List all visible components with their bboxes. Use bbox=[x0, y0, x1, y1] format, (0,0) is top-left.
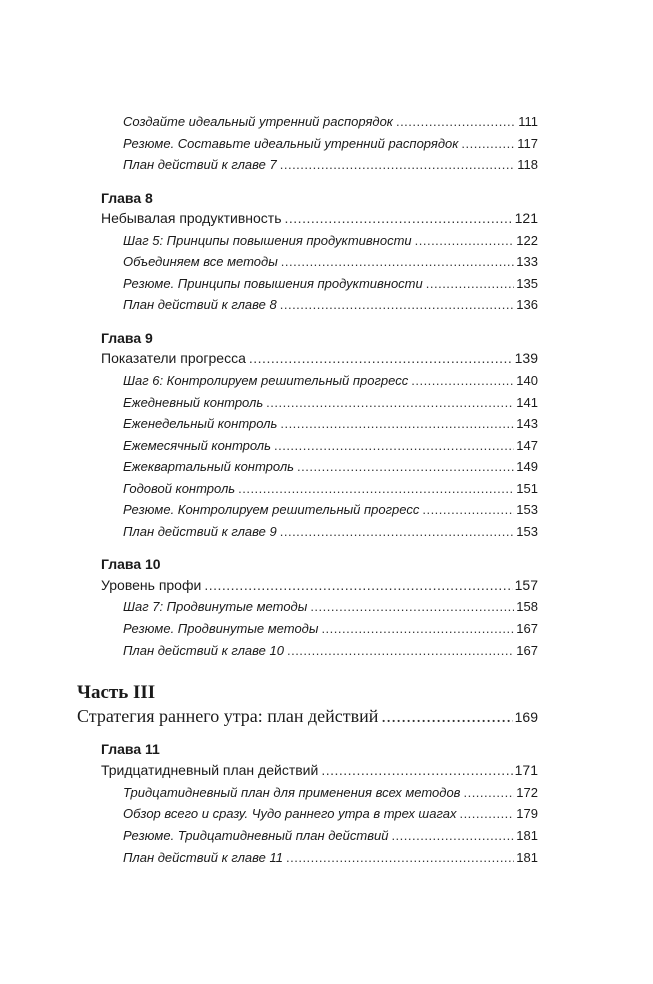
entry-page: 118 bbox=[517, 157, 538, 172]
entry-page: 135 bbox=[516, 276, 538, 291]
leader-dots bbox=[461, 136, 515, 151]
leader-dots bbox=[280, 524, 515, 539]
entry-page: 157 bbox=[514, 577, 538, 593]
toc-entry bbox=[123, 276, 538, 291]
leader-dots bbox=[411, 373, 514, 388]
entry-page: 111 bbox=[518, 114, 538, 129]
entry-title: Шаг 7: Продвинутые методы bbox=[123, 599, 308, 614]
entry-title: Тридцатидневный план для применения всех методов bbox=[123, 785, 461, 800]
entry-page: 149 bbox=[516, 459, 538, 474]
toc-entry bbox=[123, 828, 538, 843]
entry-page: 181 bbox=[516, 828, 538, 843]
entry-page: 171 bbox=[514, 762, 538, 778]
leader-dots bbox=[285, 210, 513, 226]
entry-title: План действий к главе 11 bbox=[123, 850, 283, 865]
entry-page: 158 bbox=[516, 599, 538, 614]
entry-title: Стратегия раннего утра: план действий bbox=[77, 706, 379, 726]
entry-page: 167 bbox=[516, 621, 538, 636]
part-heading: Часть III bbox=[77, 682, 156, 703]
toc-entry bbox=[123, 850, 538, 865]
leader-dots bbox=[281, 254, 515, 269]
entry-title: Резюме. Контролируем решительный прогресс bbox=[123, 502, 420, 517]
toc-entry bbox=[123, 136, 538, 151]
leader-dots bbox=[297, 459, 514, 474]
entry-page: 122 bbox=[516, 233, 538, 248]
entry-title: Небывалая продуктивность bbox=[101, 210, 282, 226]
entry-title: Уровень профи bbox=[101, 577, 202, 593]
toc-entry bbox=[123, 233, 538, 248]
entry-title: Резюме. Составьте идеальный утренний распорядок bbox=[123, 136, 459, 151]
entry-page: 121 bbox=[514, 210, 538, 226]
entry-title: Ежемесячный контроль bbox=[123, 438, 271, 453]
toc-entry bbox=[123, 621, 538, 636]
entry-page: 139 bbox=[514, 350, 538, 366]
leader-dots bbox=[287, 643, 514, 658]
leader-dots bbox=[238, 481, 514, 496]
entry-title: Шаг 6: Контролируем решительный прогресс bbox=[123, 373, 409, 388]
leader-dots bbox=[415, 233, 515, 248]
entry-title: Объединяем все методы bbox=[123, 254, 278, 269]
leader-dots bbox=[249, 350, 513, 366]
entry-page: 133 bbox=[516, 254, 538, 269]
leader-dots bbox=[266, 395, 514, 410]
entry-title: Создайте идеальный утренний распорядок bbox=[123, 114, 393, 129]
toc-entry bbox=[123, 459, 538, 474]
toc-entry bbox=[123, 643, 538, 658]
entry-page: 153 bbox=[516, 524, 538, 539]
leader-dots bbox=[280, 297, 515, 312]
toc-entry bbox=[123, 254, 538, 269]
entry-title: Тридцатидневный план действий bbox=[101, 762, 319, 778]
toc-entry bbox=[123, 114, 538, 129]
chapter-heading: Глава 11 bbox=[101, 741, 160, 757]
entry-title: Показатели прогресса bbox=[101, 350, 246, 366]
entry-page: 169 bbox=[514, 709, 538, 725]
chapter-heading: Глава 9 bbox=[101, 330, 153, 346]
entry-title: Шаг 5: Принципы повышения продуктивности bbox=[123, 233, 412, 248]
entry-page: 167 bbox=[516, 643, 538, 658]
toc-entry bbox=[123, 785, 538, 800]
entry-title: Обзор всего и сразу. Чудо раннего утра в трех шагах bbox=[123, 806, 457, 821]
leader-dots bbox=[391, 828, 514, 843]
entry-title: Ежеквартальный контроль bbox=[123, 459, 294, 474]
leader-dots bbox=[274, 438, 514, 453]
entry-title: Годовой контроль bbox=[123, 481, 236, 496]
leader-dots bbox=[204, 577, 512, 593]
entry-title: Резюме. Продвинутые методы bbox=[123, 621, 319, 636]
entry-title: Резюме. Принципы повышения продуктивности bbox=[123, 276, 423, 291]
leader-dots bbox=[396, 114, 516, 129]
toc-entry bbox=[123, 416, 538, 431]
entry-title: План действий к главе 10 bbox=[123, 643, 284, 658]
leader-dots bbox=[459, 806, 514, 821]
entry-page: 143 bbox=[516, 416, 538, 431]
entry-title: План действий к главе 7 bbox=[123, 157, 277, 172]
leader-dots bbox=[422, 502, 514, 517]
chapter-heading: Глава 8 bbox=[101, 190, 153, 206]
leader-dots bbox=[280, 416, 514, 431]
entry-page: 153 bbox=[516, 502, 538, 517]
leader-dots bbox=[310, 599, 514, 614]
chapter-title-entry bbox=[101, 350, 538, 366]
entry-title: План действий к главе 8 bbox=[123, 297, 277, 312]
chapter-title-entry bbox=[101, 210, 538, 226]
chapter-heading: Глава 10 bbox=[101, 556, 161, 572]
entry-page: 141 bbox=[516, 395, 538, 410]
leader-dots bbox=[426, 276, 515, 291]
toc-entry bbox=[123, 395, 538, 410]
entry-page: 179 bbox=[516, 806, 538, 821]
chapter-title-entry bbox=[101, 762, 538, 778]
part-title-entry bbox=[77, 706, 538, 727]
entry-page: 140 bbox=[516, 373, 538, 388]
leader-dots bbox=[280, 157, 516, 172]
entry-page: 136 bbox=[516, 297, 538, 312]
toc-entry bbox=[123, 481, 538, 496]
toc-entry bbox=[123, 524, 538, 539]
entry-page: 151 bbox=[516, 481, 538, 496]
leader-dots bbox=[463, 785, 514, 800]
entry-page: 117 bbox=[517, 136, 538, 151]
leader-dots bbox=[321, 621, 514, 636]
toc-entry bbox=[123, 502, 538, 517]
entry-page: 172 bbox=[516, 785, 538, 800]
toc-entry bbox=[123, 297, 538, 312]
leader-dots bbox=[381, 706, 512, 727]
entry-title: Еженедельный контроль bbox=[123, 416, 278, 431]
entry-title: Ежедневный контроль bbox=[123, 395, 264, 410]
chapter-title-entry bbox=[101, 577, 538, 593]
leader-dots bbox=[321, 762, 512, 778]
toc-entry bbox=[123, 157, 538, 172]
toc-entry bbox=[123, 438, 538, 453]
leader-dots bbox=[286, 850, 514, 865]
toc-entry bbox=[123, 806, 538, 821]
entry-page: 181 bbox=[516, 850, 538, 865]
toc-entry bbox=[123, 373, 538, 388]
entry-title: Резюме. Тридцатидневный план действий bbox=[123, 828, 389, 843]
entry-page: 147 bbox=[516, 438, 538, 453]
toc-entry bbox=[123, 599, 538, 614]
entry-title: План действий к главе 9 bbox=[123, 524, 277, 539]
